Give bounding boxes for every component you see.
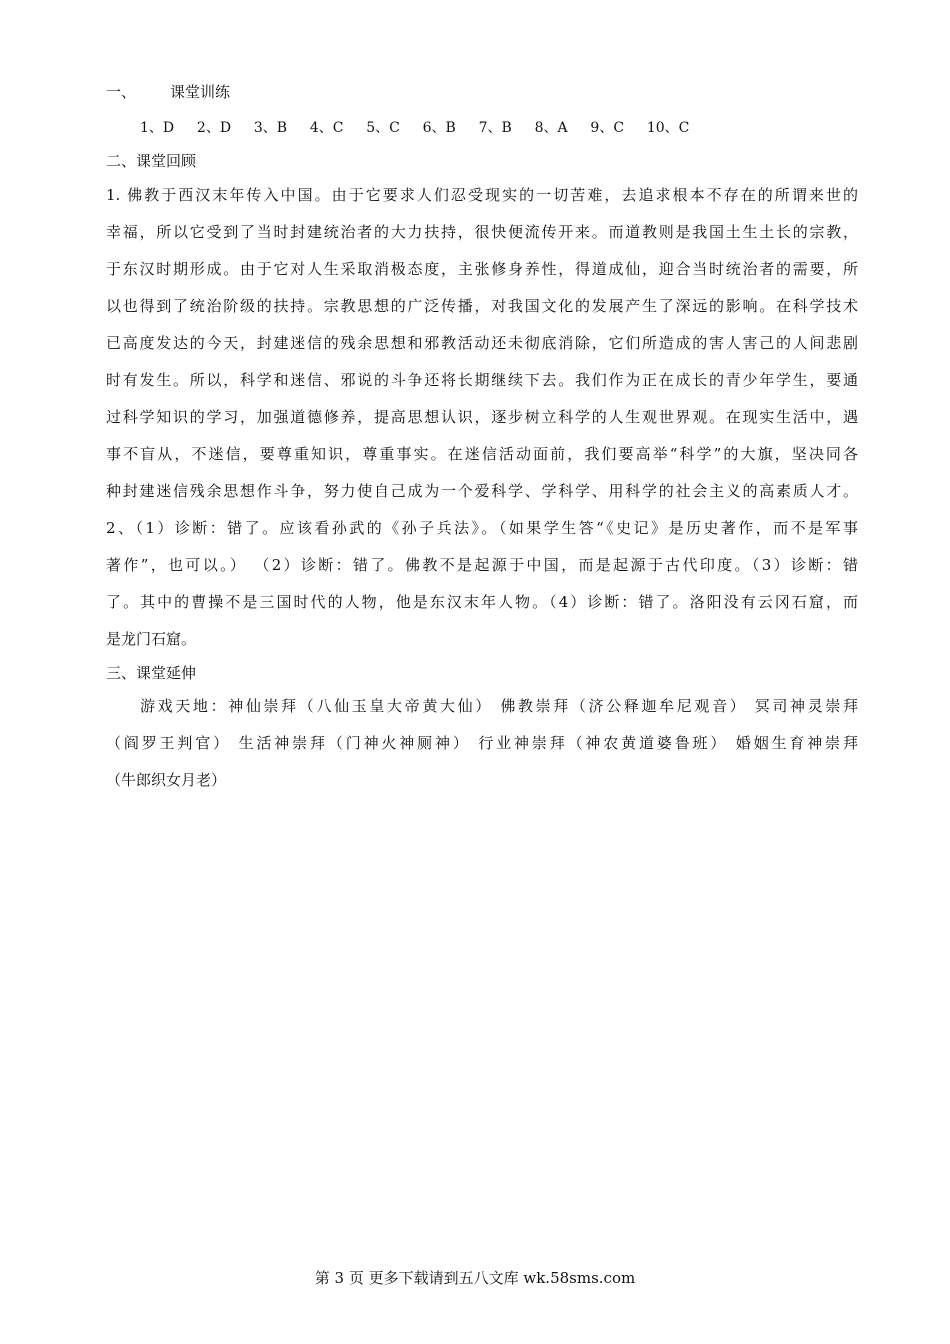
paragraph-line: 著作”，也可以。） （2）诊断：错了。佛教不是起源于中国，而是起源于古代印度。（3）诊断：错	[106, 556, 858, 574]
paragraph-line: 事不盲从，不迷信，要尊重知识，尊重事实。在迷信活动面前，我们要高举“科学”的大旗，坚决同各	[106, 445, 858, 463]
extension-line: （阎罗王判官） 生活神崇拜（门神火神厕神） 行业神崇拜（神农黄道婆鲁班） 婚姻生育神崇拜	[106, 734, 858, 752]
answer-item: 6、B	[422, 120, 456, 136]
page-footer: 第 3 页 更多下载请到五八文库 wk.58sms.com	[314, 1269, 636, 1287]
answer-item: 9、C	[590, 120, 625, 136]
paragraph-line: 过科学知识的学习，加强道德修养，提高思想认识，逐步树立科学的人生观世界观。在现实生活中，遇	[106, 408, 858, 426]
extension-line: （牛郎织女月老）	[106, 771, 227, 789]
section-1-title: 课堂训练	[170, 83, 231, 101]
paragraph-line: 以也得到了统治阶级的扶持。宗教思想的广泛传播，对我国文化的发展产生了深远的影响。在科学技术	[106, 297, 858, 315]
answer-item: 3、B	[253, 120, 288, 136]
section-1-number: 一、	[106, 83, 137, 101]
answer-item: 5、C	[366, 120, 400, 136]
answer-item: 2、D	[196, 120, 232, 136]
answer-item: 8、A	[534, 120, 568, 136]
paragraph-line: 已高度发达的今天，封建迷信的残余思想和邪教活动还未彻底消除，它们所造成的害人害己的人间悲剧	[106, 334, 858, 352]
section-2-heading: 二、课堂回顾	[106, 152, 197, 170]
paragraph-line: 种封建迷信残余思想作斗争，努力使自己成为一个爱科学、学科学、用科学的社会主义的高素质人才。	[106, 482, 858, 500]
paragraph-line: 于东汉时期形成。由于它对人生采取消极态度，主张修身养性，得道成仙，迎合当时统治者的需要，所	[106, 260, 858, 278]
paragraph-line: 了。其中的曹操不是三国时代的人物，他是东汉末年人物。（4）诊断：错了。洛阳没有云冈石窟，而	[106, 593, 858, 611]
paragraph-line: 1. 佛教于西汉末年传入中国。由于它要求人们忍受现实的一切苦难，去追求根本不存在的所谓来世的	[106, 186, 858, 204]
section-3-heading: 三、课堂延伸	[106, 664, 197, 682]
answer-item: 1、D	[140, 120, 175, 136]
answer-item: 4、C	[309, 120, 344, 136]
answer-list	[140, 117, 892, 138]
answer-item: 7、B	[478, 120, 512, 136]
paragraph-line: 是龙门石窟。	[106, 630, 197, 648]
paragraph-line: 幸福，所以它受到了当时封建统治者的大力扶持，很快便流传开来。而道教则是我国土生土长的宗教，	[106, 223, 858, 241]
paragraph-line: 时有发生。所以，科学和迷信、邪说的斗争还将长期继续下去。我们作为正在成长的青少年学生，要通	[106, 371, 858, 389]
paragraph-line: 2、（1）诊断：错了。应该看孙武的《孙子兵法》。（如果学生答“《史记》是历史著作，而不是军事	[106, 519, 858, 537]
extension-line: 游戏天地：神仙崇拜（八仙玉皇大帝黄大仙） 佛教崇拜（济公释迦牟尼观音） 冥司神灵崇拜	[140, 697, 858, 715]
answer-item: 10、C	[646, 120, 690, 136]
section-1-heading	[106, 82, 858, 102]
